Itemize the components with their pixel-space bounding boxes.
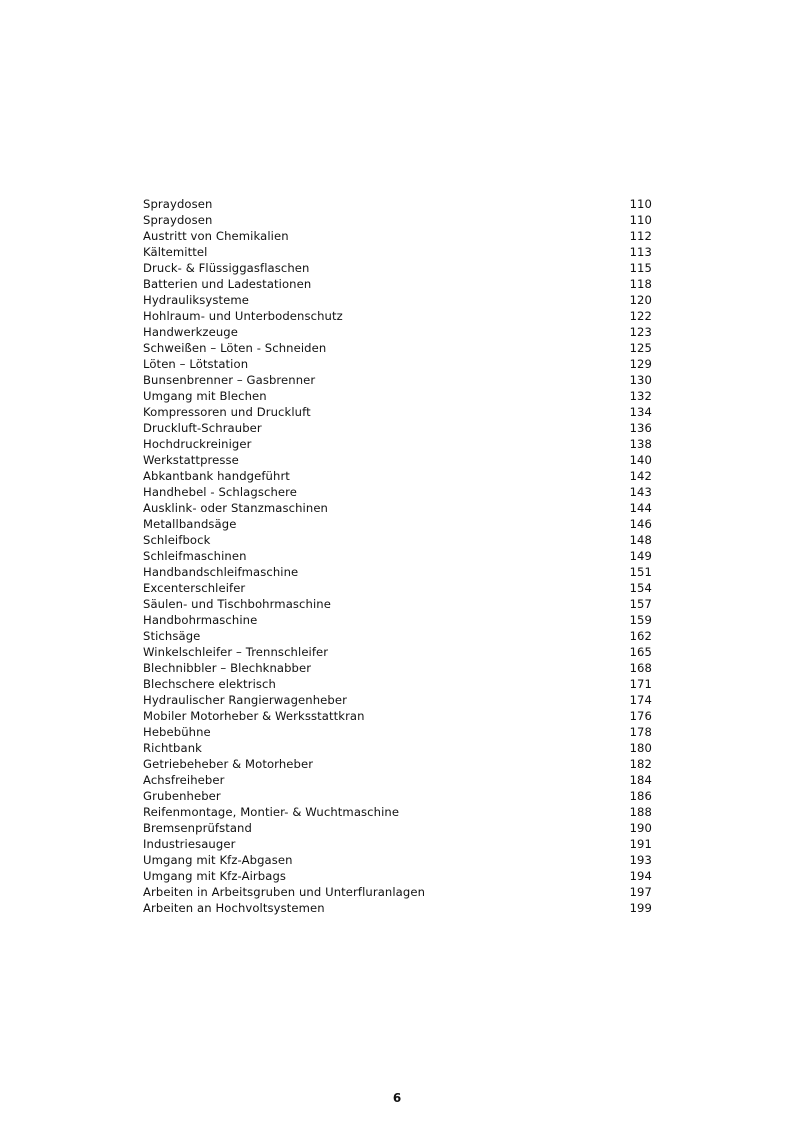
- toc-entry-page: 112: [629, 229, 652, 243]
- toc-entry-title: Handwerkzeuge: [143, 325, 238, 339]
- toc-entry: [143, 612, 652, 628]
- toc-entry-title: Schleifbock: [143, 533, 211, 547]
- toc-entry-title: Mobiler Motorheber & Werksstattkran: [143, 709, 365, 723]
- toc-entry-page: 190: [629, 821, 652, 835]
- toc-entry: [143, 372, 652, 388]
- toc-entry-page: 138: [629, 437, 652, 451]
- toc-entry: [143, 836, 652, 852]
- toc-entry-page: 142: [629, 469, 652, 483]
- toc-entry: [143, 516, 652, 532]
- toc-entry-page: 140: [629, 453, 652, 467]
- toc-entry-page: 157: [629, 597, 652, 611]
- toc-entry-page: 130: [629, 373, 652, 387]
- toc-entry-page: 151: [629, 565, 652, 579]
- toc-entry-title: Ausklink- oder Stanzmaschinen: [143, 501, 328, 515]
- toc-entry: [143, 708, 652, 724]
- toc-entry-page: 129: [629, 357, 652, 371]
- toc-entry-title: Excenterschleifer: [143, 581, 246, 595]
- toc-entry-title: Löten – Lötstation: [143, 357, 249, 371]
- table-of-contents: [143, 196, 652, 916]
- toc-entry-page: 159: [629, 613, 652, 627]
- toc-entry-title: Austritt von Chemikalien: [143, 229, 289, 243]
- toc-entry: [143, 244, 652, 260]
- toc-entry-title: Spraydosen: [143, 197, 213, 211]
- toc-entry-title: Bunsenbrenner – Gasbrenner: [143, 373, 316, 387]
- toc-entry: [143, 692, 652, 708]
- toc-entry-page: 134: [629, 405, 652, 419]
- toc-entry-page: 165: [629, 645, 652, 659]
- toc-entry-page: 120: [629, 293, 652, 307]
- toc-entry-title: Batterien und Ladestationen: [143, 277, 312, 291]
- toc-entry: [143, 644, 652, 660]
- toc-entry-title: Handhebel - Schlagschere: [143, 485, 297, 499]
- toc-entry-title: Hochdruckreiniger: [143, 437, 252, 451]
- toc-entry-page: 168: [629, 661, 652, 675]
- toc-entry-page: 123: [629, 325, 652, 339]
- toc-entry-page: 186: [629, 789, 652, 803]
- toc-entry: [143, 724, 652, 740]
- toc-entry-page: 110: [629, 213, 652, 227]
- toc-entry: [143, 596, 652, 612]
- toc-entry-page: 194: [629, 869, 652, 883]
- toc-entry-page: 146: [629, 517, 652, 531]
- toc-entry: [143, 212, 652, 228]
- toc-entry-page: 115: [629, 261, 652, 275]
- toc-entry-title: Stichsäge: [143, 629, 201, 643]
- toc-entry: [143, 324, 652, 340]
- toc-entry: [143, 820, 652, 836]
- toc-entry: [143, 420, 652, 436]
- toc-entry-title: Grubenheber: [143, 789, 221, 803]
- toc-entry: [143, 484, 652, 500]
- toc-entry-page: 136: [629, 421, 652, 435]
- toc-entry-title: Umgang mit Kfz-Airbags: [143, 869, 287, 883]
- toc-entry-page: 174: [629, 693, 652, 707]
- toc-entry-page: 149: [629, 549, 652, 563]
- toc-entry-title: Bremsenprüfstand: [143, 821, 252, 835]
- toc-entry: [143, 356, 652, 372]
- toc-entry: [143, 276, 652, 292]
- toc-entry-page: 184: [629, 773, 652, 787]
- toc-entry-page: 132: [629, 389, 652, 403]
- toc-entry-page: 193: [629, 853, 652, 867]
- toc-entry-page: 125: [629, 341, 652, 355]
- toc-entry-title: Hydraulischer Rangierwagenheber: [143, 693, 347, 707]
- toc-entry: [143, 292, 652, 308]
- toc-entry-title: Schweißen – Löten - Schneiden: [143, 341, 327, 355]
- toc-entry-title: Blechnibbler – Blechknabber: [143, 661, 312, 675]
- toc-entry: [143, 388, 652, 404]
- toc-entry-page: 118: [629, 277, 652, 291]
- toc-entry-title: Abkantbank handgeführt: [143, 469, 290, 483]
- toc-entry-page: 144: [629, 501, 652, 515]
- toc-entry-page: 180: [629, 741, 652, 755]
- toc-entry: [143, 548, 652, 564]
- toc-entry: [143, 740, 652, 756]
- toc-entry: [143, 308, 652, 324]
- toc-entry-title: Hebebühne: [143, 725, 211, 739]
- toc-entry: [143, 884, 652, 900]
- toc-entry-title: Hohlraum- und Unterbodenschutz: [143, 309, 343, 323]
- toc-entry: [143, 580, 652, 596]
- toc-entry-title: Werkstattpresse: [143, 453, 239, 467]
- toc-entry-page: 197: [629, 885, 652, 899]
- toc-entry-title: Metallbandsäge: [143, 517, 237, 531]
- toc-entry-page: 162: [629, 629, 652, 643]
- toc-entry: [143, 532, 652, 548]
- toc-entry: [143, 452, 652, 468]
- toc-entry-title: Kältemittel: [143, 245, 208, 259]
- toc-entry-page: 143: [629, 485, 652, 499]
- toc-entry-title: Druck- & Flüssiggasflaschen: [143, 261, 310, 275]
- toc-entry: [143, 260, 652, 276]
- toc-entry: [143, 900, 652, 916]
- toc-entry-page: 148: [629, 533, 652, 547]
- toc-entry-title: Getriebeheber & Motorheber: [143, 757, 314, 771]
- page-number: 6: [392, 1091, 402, 1105]
- toc-entry-title: Schleifmaschinen: [143, 549, 247, 563]
- toc-entry-page: 188: [629, 805, 652, 819]
- toc-entry-page: 171: [629, 677, 652, 691]
- toc-entry: [143, 228, 652, 244]
- toc-entry-title: Handbohrmaschine: [143, 613, 258, 627]
- toc-entry: [143, 436, 652, 452]
- toc-entry-page: 199: [629, 901, 652, 915]
- toc-entry: [143, 468, 652, 484]
- toc-entry-title: Hydrauliksysteme: [143, 293, 249, 307]
- toc-entry-title: Blechschere elektrisch: [143, 677, 276, 691]
- toc-entry-title: Kompressoren und Druckluft: [143, 405, 311, 419]
- toc-entry-title: Arbeiten an Hochvoltsystemen: [143, 901, 325, 915]
- toc-entry-page: 176: [629, 709, 652, 723]
- toc-entry-page: 178: [629, 725, 652, 739]
- toc-entry-title: Reifenmontage, Montier- & Wuchtmaschine: [143, 805, 400, 819]
- toc-entry-page: 154: [629, 581, 652, 595]
- toc-entry: [143, 628, 652, 644]
- toc-entry: [143, 788, 652, 804]
- toc-entry-page: 182: [629, 757, 652, 771]
- toc-entry: [143, 756, 652, 772]
- toc-entry-title: Umgang mit Blechen: [143, 389, 267, 403]
- toc-entry: [143, 660, 652, 676]
- toc-entry-title: Druckluft-Schrauber: [143, 421, 262, 435]
- toc-entry: [143, 852, 652, 868]
- toc-entry: [143, 500, 652, 516]
- toc-entry: [143, 772, 652, 788]
- toc-entry-title: Umgang mit Kfz-Abgasen: [143, 853, 293, 867]
- toc-entry: [143, 676, 652, 692]
- toc-entry-title: Achsfreiheber: [143, 773, 225, 787]
- toc-entry-title: Winkelschleifer – Trennschleifer: [143, 645, 329, 659]
- toc-entry-title: Handbandschleifmaschine: [143, 565, 299, 579]
- toc-entry-title: Industriesauger: [143, 837, 236, 851]
- toc-entry-title: Säulen- und Tischbohrmaschine: [143, 597, 331, 611]
- toc-entry-title: Richtbank: [143, 741, 202, 755]
- toc-entry-page: 122: [629, 309, 652, 323]
- toc-entry: [143, 564, 652, 580]
- toc-entry: [143, 404, 652, 420]
- toc-entry-page: 110: [629, 197, 652, 211]
- toc-entry: [143, 804, 652, 820]
- toc-entry-title: Spraydosen: [143, 213, 213, 227]
- toc-entry-page: 113: [629, 245, 652, 259]
- toc-entry: [143, 340, 652, 356]
- toc-entry-title: Arbeiten in Arbeitsgruben und Unterfluranlagen: [143, 885, 426, 899]
- toc-entry-page: 191: [629, 837, 652, 851]
- toc-entry: [143, 868, 652, 884]
- toc-entry: [143, 196, 652, 212]
